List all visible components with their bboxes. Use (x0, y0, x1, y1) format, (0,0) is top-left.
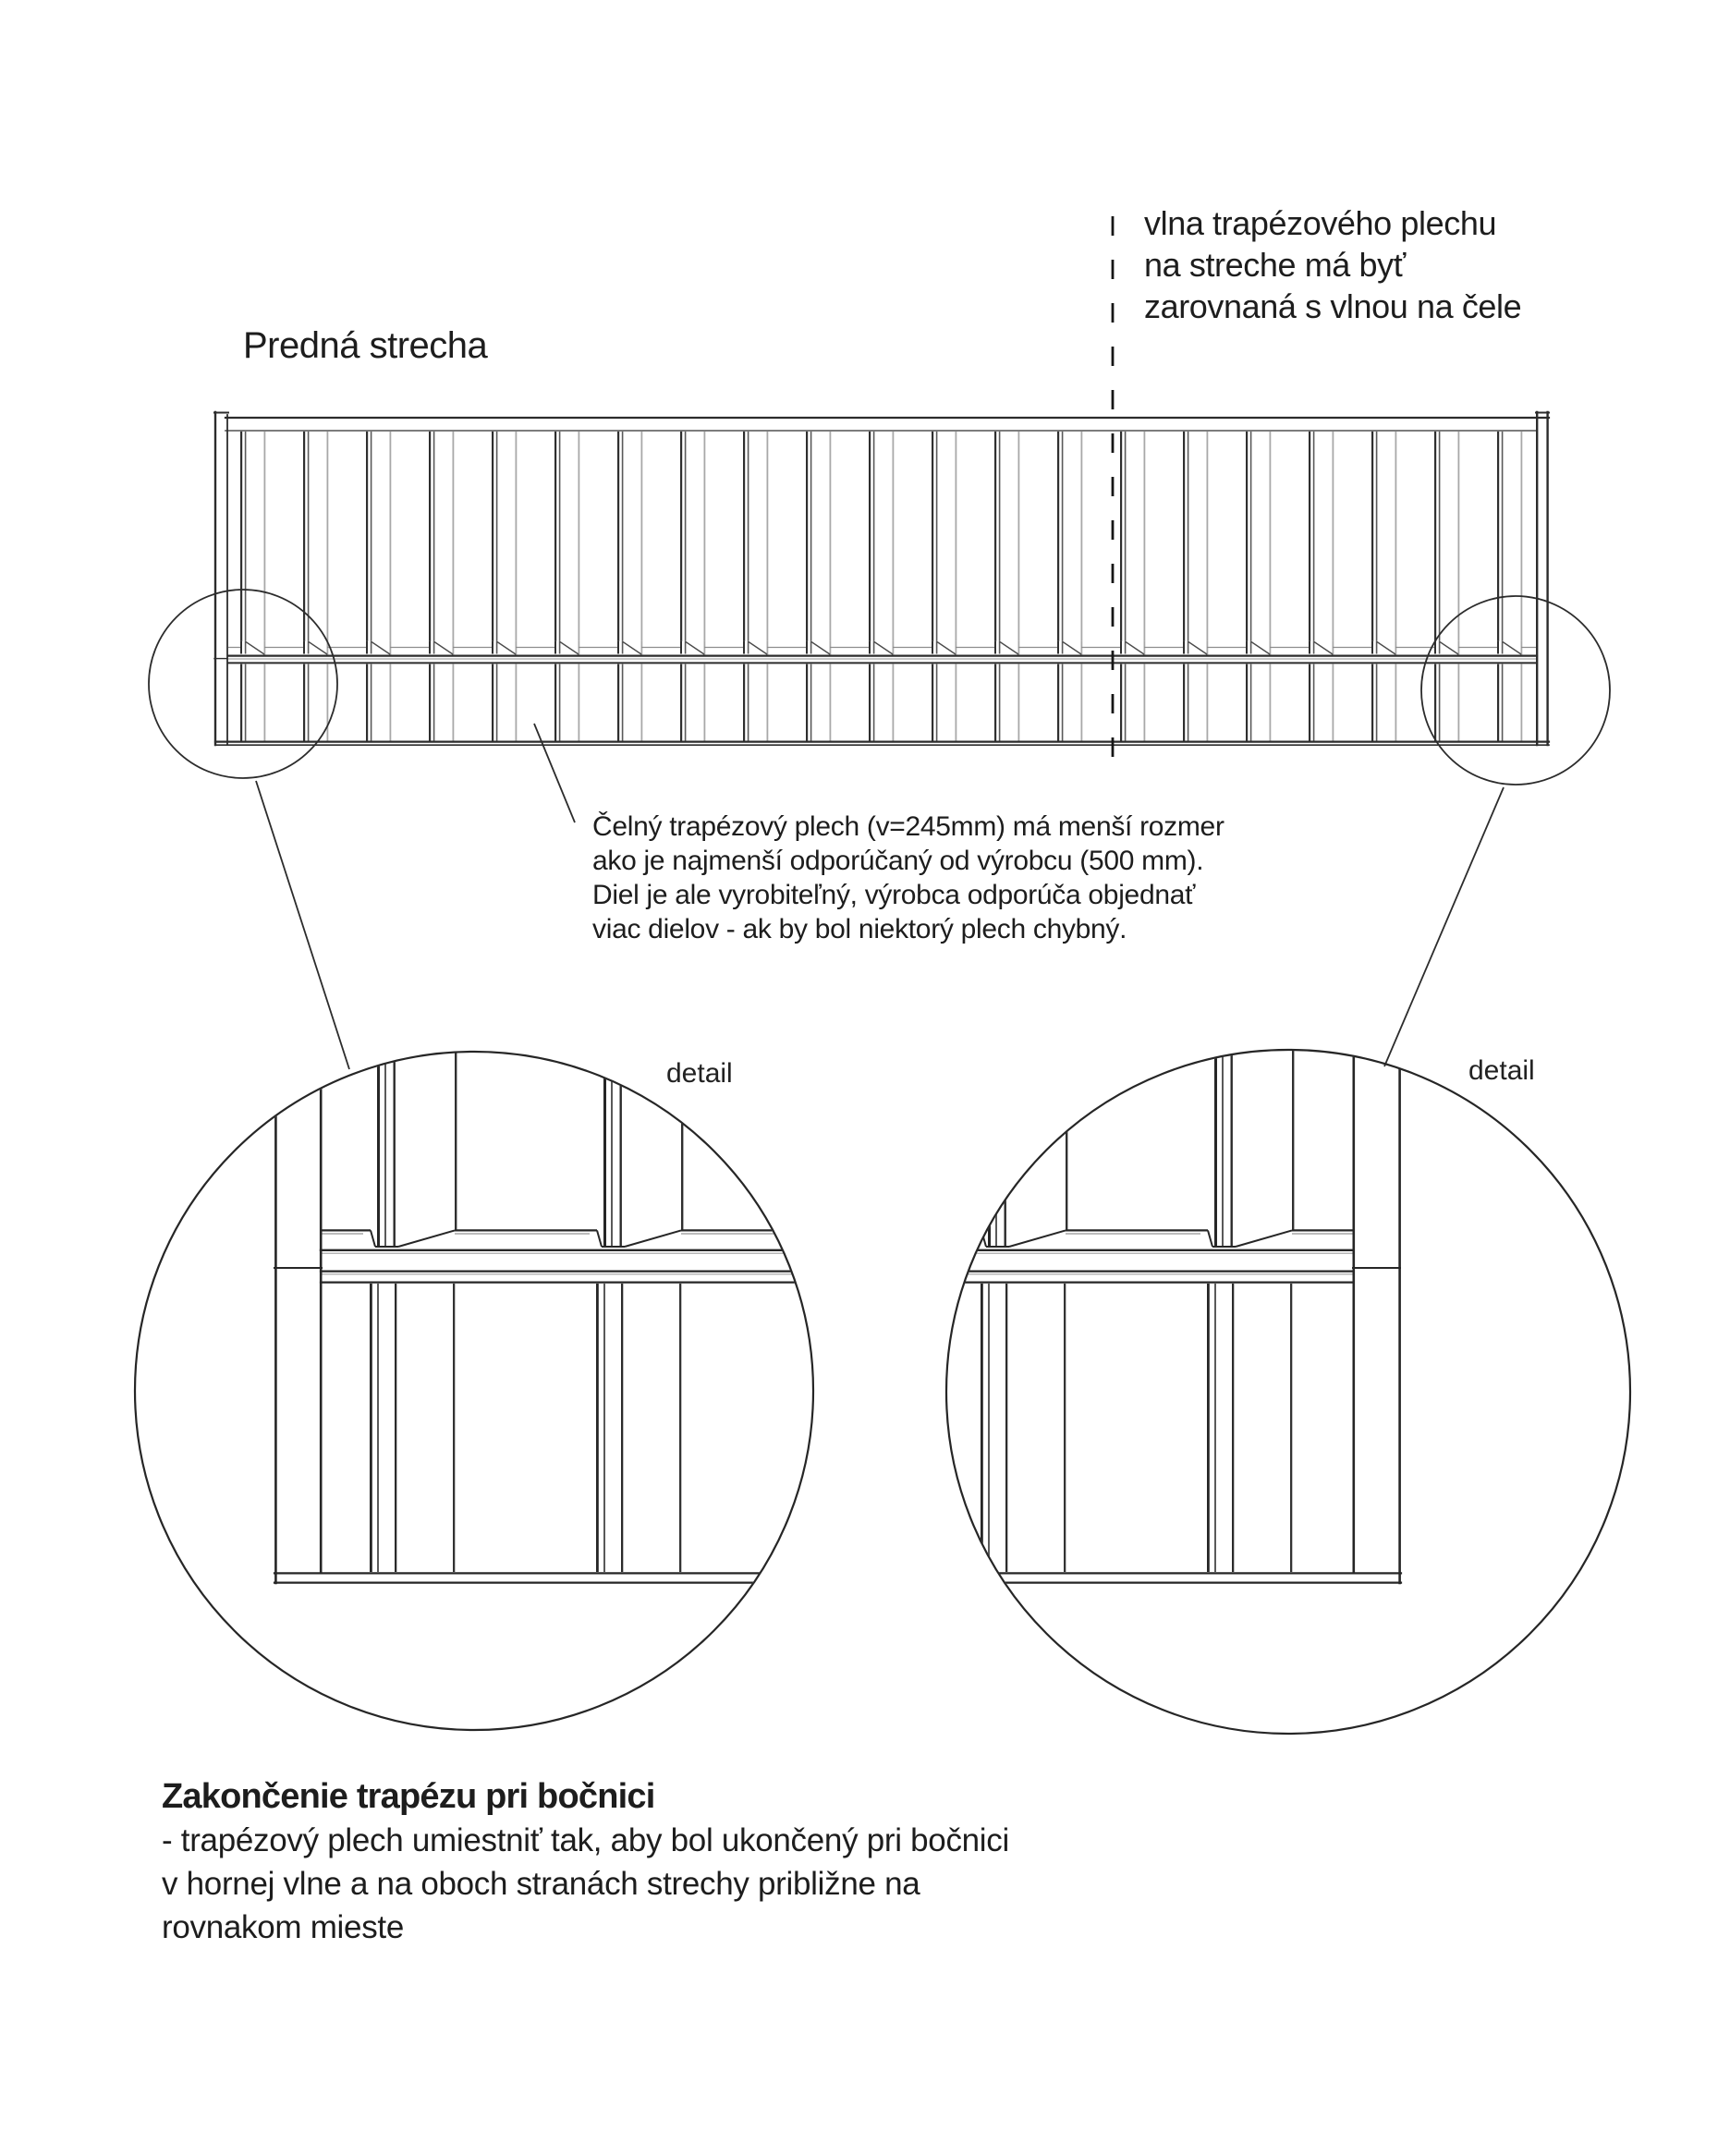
trapezoid-ribs-upper (228, 432, 1536, 641)
detail-left-ribs-lower (321, 1284, 824, 1572)
detail-left-fold-outline (321, 1228, 824, 1249)
wave-alignment-note-line: vlna trapézového plechu (1144, 204, 1497, 242)
front-sheet-note (592, 810, 1224, 946)
detail-right-ribs-upper (941, 1042, 1353, 1230)
front-sheet-note-line: ako je najmenší odporúčaný od výrobcu (500 mm). (592, 846, 1204, 876)
footer-note-line: - trapézový plech umiestniť tak, aby bol ukončený pri bočnici (162, 1822, 1009, 1858)
detail-view-left (274, 1037, 824, 1583)
wave-alignment-note-line: zarovnaná s vlnou na čele (1144, 287, 1522, 325)
detail-right-fold-outline (941, 1228, 1353, 1249)
footer-note (162, 1775, 1009, 1949)
front-sheet-note-line: Diel je ale vyrobiteľný, výrobca odporúča objednať (592, 880, 1196, 910)
detail-right-ribs-lower (941, 1284, 1353, 1572)
front-sheet-note-line: Čelný trapézový plech (v=245mm) má menší rozmer (592, 811, 1224, 842)
detail-label-left: detail (666, 1058, 733, 1089)
detail-view-right (941, 1037, 1401, 1583)
footer-note-line: v hornej vlne a na oboch stranách strechy približne na (162, 1866, 920, 1902)
roof-panel (214, 412, 1549, 745)
trapezoid-fold-strip (228, 641, 1536, 655)
detail-label-right: detail (1468, 1055, 1535, 1086)
footer-note-title: Zakončenie trapézu pri bočnici (162, 1777, 655, 1816)
wave-alignment-note (1144, 202, 1521, 327)
front-roof-title: Predná strecha (243, 325, 488, 366)
front-sheet-note-line: viac dielov - ak by bol niektorý plech chybný. (592, 914, 1127, 944)
detail-left-ribs-upper (321, 1042, 824, 1230)
leader-line-left-detail (256, 781, 349, 1069)
footer-note-line: rovnakom mieste (162, 1909, 404, 1945)
trapezoid-ribs-lower (228, 664, 1536, 741)
leader-line-right-detail (1384, 787, 1504, 1066)
wave-alignment-note-line: na streche má byť (1144, 246, 1406, 284)
